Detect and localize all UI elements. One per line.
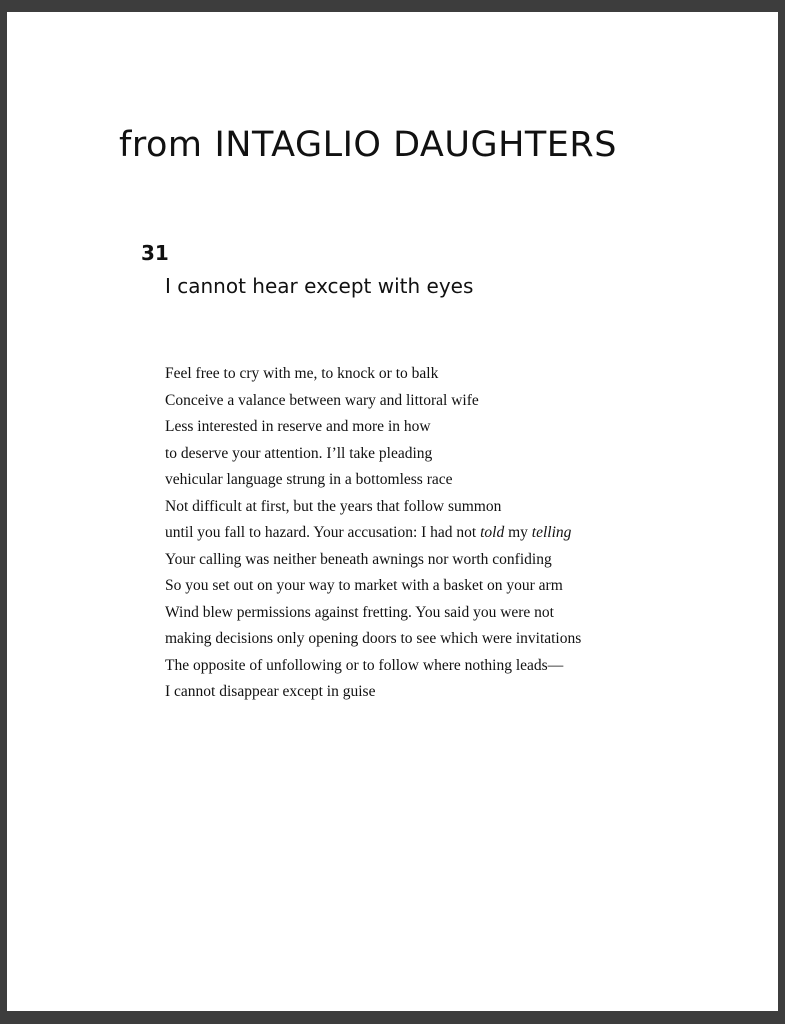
poem-line: Conceive a valance between wary and littoral wife — [165, 391, 479, 409]
poem-line: vehicular language strung in a bottomless race — [165, 471, 453, 488]
poem-line: I cannot disappear except in guise — [165, 683, 376, 700]
poem-line: Not difficult at first, but the years that follow summon — [165, 497, 502, 515]
poem-number: 31 — [141, 241, 169, 265]
poem-italic-word: telling — [531, 524, 572, 541]
poem-italic-word: told — [480, 524, 505, 541]
poem-line: Your calling was neither beneath awnings nor worth confiding — [165, 550, 552, 568]
poem-line: to deserve your attention. I’ll take pleading — [165, 444, 433, 462]
poem-line: Wind blew permissions against fretting. You said you were not — [165, 603, 554, 621]
title-main: INTAGLIO DAUGHTERS — [214, 125, 617, 165]
document-page — [7, 12, 778, 1011]
poem-body — [165, 361, 581, 706]
poem-line: Less interested in reserve and more in how — [165, 418, 431, 435]
poem-line: So you set out on your way to market with a basket on your arm — [165, 577, 563, 594]
poem-line — [165, 520, 581, 547]
page-title — [119, 125, 617, 165]
poem-subtitle: I cannot hear except with eyes — [165, 274, 474, 298]
title-prefix: from — [119, 125, 203, 165]
poem-line: The opposite of unfollowing or to follow where nothing leads— — [165, 656, 564, 674]
poem-line-text: my — [504, 524, 532, 541]
poem-line: Feel free to cry with me, to knock or to balk — [165, 365, 439, 382]
poem-line: making decisions only opening doors to see which were invitations — [165, 630, 582, 647]
poem-line-text: until you fall to hazard. Your accusation: I had not — [165, 524, 481, 541]
